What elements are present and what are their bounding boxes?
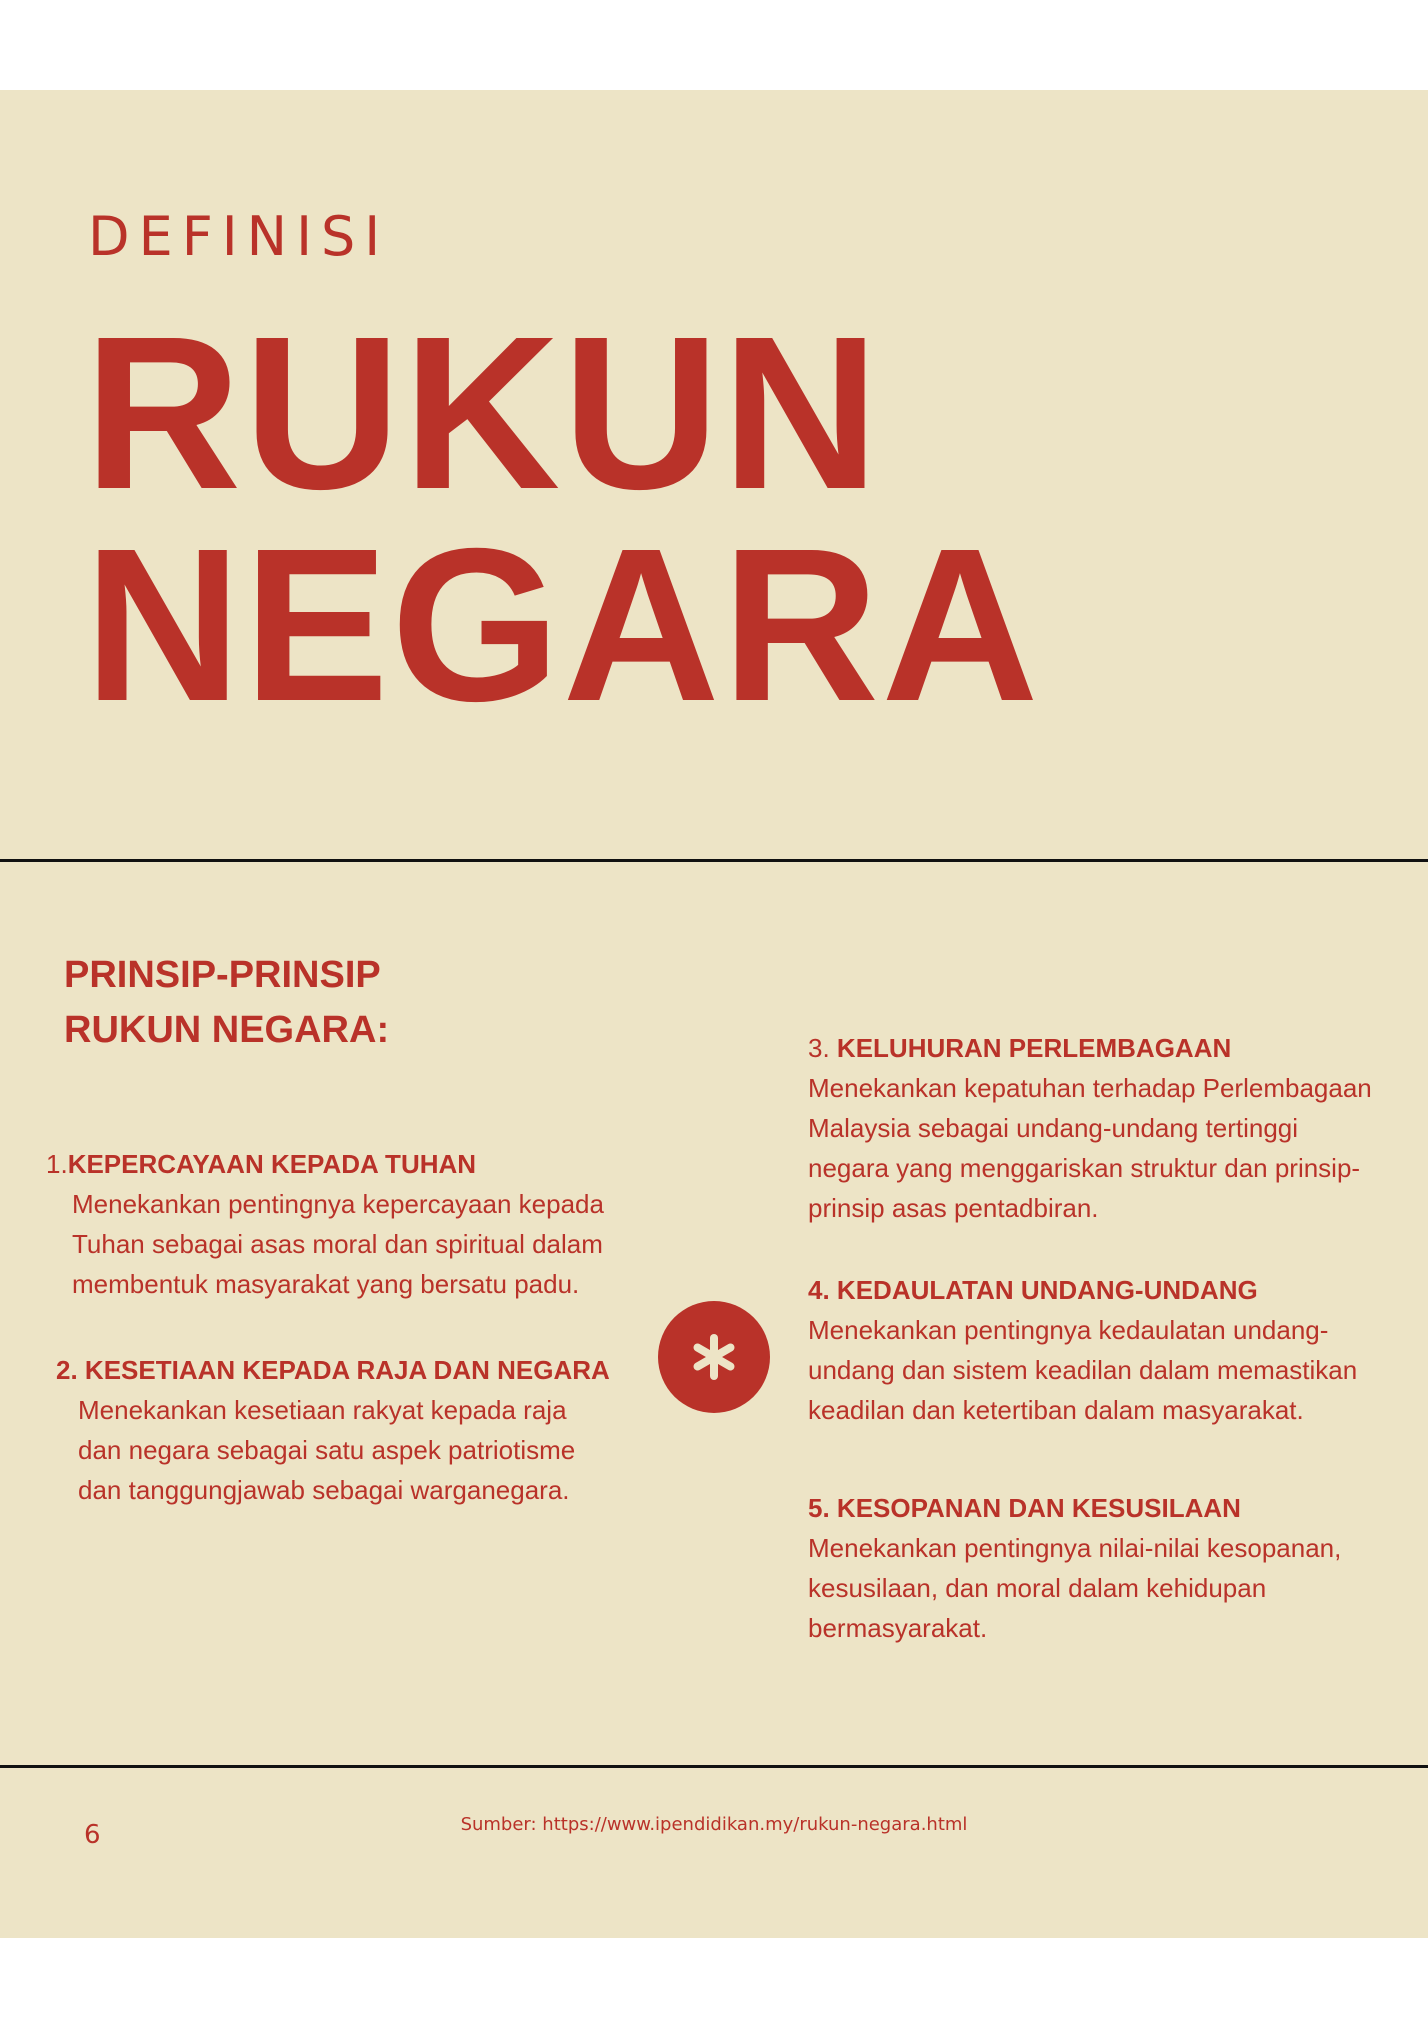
principle-3-title [808,1028,1408,1068]
principle-3-body [808,1068,1408,1228]
principle-2-body [56,1390,676,1510]
title-line-2: NEGARA [84,504,1041,747]
divider-top [0,859,1428,862]
body-line: Menekankan kesetiaan rakyat kepada raja [78,1395,567,1425]
divider-bottom [0,1765,1428,1768]
principle-1-body [46,1184,646,1304]
asterisk-badge [658,1301,770,1413]
asterisk-icon [689,1332,739,1382]
body-line: bermasyarakat. [808,1613,988,1643]
principle-number: 4. [808,1275,830,1305]
body-line: kesusilaan, dan moral dalam kehidupan [808,1573,1267,1603]
principle-number: 2. [56,1355,78,1385]
body-line: undang dan sistem keadilan dalam memastikan [808,1355,1358,1385]
kicker-label: DEFINISI [88,205,390,268]
page-title [84,292,1041,747]
principle-number: 1. [46,1149,68,1179]
principle-title: KEDAULATAN UNDANG-UNDANG [836,1275,1258,1305]
section-heading-line-2: RUKUN NEGARA: [64,1009,390,1051]
principle-5-body [808,1528,1408,1648]
principle-number: 3. [808,1033,830,1063]
body-line: Menekankan pentingnya kepercayaan kepada [72,1189,604,1219]
body-line: membentuk masyarakat yang bersatu padu. [72,1269,580,1299]
principle-1-title [46,1144,646,1184]
section-heading [64,948,389,1058]
page [0,90,1428,1938]
principle-5 [808,1488,1408,1648]
principle-4 [808,1270,1408,1430]
principle-4-body [808,1310,1408,1430]
principle-2-title [56,1350,676,1390]
principle-title: KESOPANAN DAN KESUSILAAN [836,1493,1241,1523]
body-line: Tuhan sebagai asas moral dan spiritual dalam [72,1229,603,1259]
principle-3 [808,1028,1408,1228]
title-line-1: RUKUN [84,292,882,535]
principle-number: 5. [808,1493,830,1523]
principle-title: KESETIAAN KEPADA RAJA DAN NEGARA [84,1355,610,1385]
body-line: dan negara sebagai satu aspek patriotisme [78,1435,576,1465]
body-line: prinsip asas pentadbiran. [808,1193,1099,1223]
principle-5-title [808,1488,1408,1528]
principle-1 [46,1144,646,1304]
body-line: Malaysia sebagai undang-undang tertinggi [808,1113,1299,1143]
principle-2 [56,1350,676,1510]
body-line: Menekankan pentingnya kedaulatan undang- [808,1315,1329,1345]
source-citation: Sumber: https://www.ipendidikan.my/rukun-negara.html [460,1814,968,1835]
body-line: negara yang menggariskan struktur dan prinsip- [808,1153,1361,1183]
principle-title: KEPERCAYAAN KEPADA TUHAN [67,1149,477,1179]
page-number: 6 [84,1820,101,1850]
principle-4-title [808,1270,1408,1310]
body-line: keadilan dan ketertiban dalam masyarakat. [808,1395,1304,1425]
body-line: Menekankan kepatuhan terhadap Perlembagaan [808,1073,1372,1103]
principle-title: KELUHURAN PERLEMBAGAAN [836,1033,1232,1063]
body-line: Menekankan pentingnya nilai-nilai kesopanan, [808,1533,1342,1563]
body-line: dan tanggungjawab sebagai warganegara. [78,1475,570,1505]
section-heading-line-1: PRINSIP-PRINSIP [64,954,381,996]
